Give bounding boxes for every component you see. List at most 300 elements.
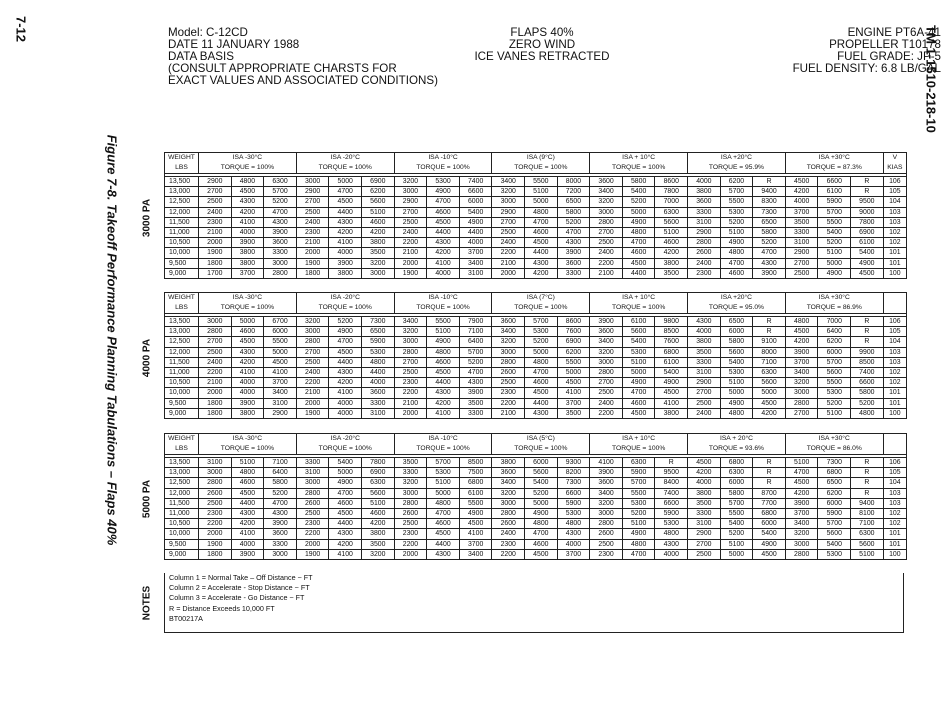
distance-cell: 2500: [785, 268, 818, 278]
distance-cell: 5400: [622, 187, 655, 197]
distance-cell: 4400: [329, 519, 362, 529]
distance-cell: 5000: [622, 207, 655, 217]
distance-cell: 3400: [590, 488, 623, 498]
table-row: [165, 498, 907, 508]
distance-cell: 4500: [459, 519, 492, 529]
distance-cell: R: [851, 337, 884, 347]
distance-cell: R: [753, 177, 786, 187]
distance-cell: 4200: [231, 357, 264, 367]
distance-cell: R: [753, 468, 786, 478]
distance-cell: 5500: [427, 317, 460, 327]
distance-cell: 3000: [199, 317, 232, 327]
distance-cell: 2600: [394, 509, 427, 519]
performance-table: [164, 292, 907, 419]
distance-cell: 2000: [394, 258, 427, 268]
distance-cell: 3900: [329, 258, 362, 268]
weight-cell: 12,500: [165, 337, 199, 347]
distance-cell: 4800: [557, 519, 590, 529]
distance-cell: 9000: [851, 207, 884, 217]
distance-cell: 5500: [720, 197, 753, 207]
weight-header: WEIGHT LBS: [165, 153, 199, 174]
distance-cell: 2700: [199, 337, 232, 347]
weight-cell: 10,000: [165, 529, 199, 539]
distance-cell: 3900: [785, 498, 818, 508]
distance-cell: 2600: [492, 368, 525, 378]
distance-cell: 8200: [557, 468, 590, 478]
distance-cell: 7100: [851, 519, 884, 529]
distance-cell: 3000: [492, 197, 525, 207]
distance-cell: 2900: [492, 207, 525, 217]
distance-cell: 4700: [622, 549, 655, 559]
distance-cell: 4300: [329, 217, 362, 227]
distance-cell: 4500: [785, 478, 818, 488]
distance-cell: 4500: [329, 509, 362, 519]
distance-cell: 3900: [231, 238, 264, 248]
distance-cell: 5600: [655, 217, 688, 227]
distance-cell: 4500: [329, 347, 362, 357]
kias-cell: 102: [883, 368, 906, 378]
kias-cell: 105: [883, 327, 906, 337]
distance-cell: 2400: [688, 408, 721, 418]
distance-cell: 4300: [557, 238, 590, 248]
distance-cell: 4300: [688, 317, 721, 327]
distance-cell: 2000: [394, 549, 427, 559]
kias-cell: 105: [883, 187, 906, 197]
distance-cell: 4100: [264, 368, 297, 378]
distance-cell: 3000: [492, 347, 525, 357]
distance-cell: 4000: [231, 539, 264, 549]
distance-cell: 5300: [557, 509, 590, 519]
distance-cell: 3900: [590, 468, 623, 478]
distance-cell: 4200: [525, 268, 558, 278]
distance-cell: 3400: [394, 317, 427, 327]
weight-cell: 11,000: [165, 228, 199, 238]
distance-cell: 4500: [753, 398, 786, 408]
distance-cell: 2500: [688, 398, 721, 408]
kias-cell: 101: [883, 248, 906, 258]
kias-cell: 102: [883, 238, 906, 248]
distance-cell: 2100: [590, 268, 623, 278]
distance-cell: 1900: [199, 539, 232, 549]
fuel-density-line: FUEL DENSITY: 6.8 LB/GAL: [792, 62, 941, 75]
distance-cell: 4400: [622, 268, 655, 278]
distance-cell: 5100: [785, 458, 818, 468]
distance-cell: 4600: [720, 268, 753, 278]
isa-column-header: ISA -20°C TORQUE = 100%: [296, 153, 394, 174]
distance-cell: 3400: [264, 388, 297, 398]
distance-cell: 4600: [231, 327, 264, 337]
distance-cell: 8600: [557, 317, 590, 327]
weight-cell: 9,000: [165, 268, 199, 278]
distance-cell: 6100: [818, 187, 851, 197]
distance-cell: 2400: [199, 207, 232, 217]
distance-cell: 4700: [329, 337, 362, 347]
distance-cell: 3200: [785, 529, 818, 539]
distance-cell: 4100: [427, 258, 460, 268]
distance-cell: 3100: [296, 468, 329, 478]
distance-cell: 2600: [590, 529, 623, 539]
pressure-altitude-label: 5000 PA: [141, 479, 153, 519]
distance-cell: 4800: [655, 529, 688, 539]
distance-cell: 6300: [720, 468, 753, 478]
distance-cell: 3100: [264, 398, 297, 408]
distance-cell: 4200: [427, 398, 460, 408]
distance-cell: 4500: [557, 378, 590, 388]
distance-cell: 5000: [525, 197, 558, 207]
weight-cell: 10,500: [165, 238, 199, 248]
table-row: [165, 357, 907, 367]
figure-caption: Figure 7-8. Takeoff Performance Planning Tabulations – Flaps 40%: [104, 134, 120, 546]
distance-cell: 2000: [199, 529, 232, 539]
distance-cell: 2100: [296, 388, 329, 398]
distance-cell: 8700: [753, 488, 786, 498]
distance-cell: 4700: [753, 248, 786, 258]
distance-cell: 4100: [655, 398, 688, 408]
distance-cell: 2700: [296, 347, 329, 357]
header-left: [168, 27, 438, 87]
distance-cell: 4400: [427, 228, 460, 238]
distance-cell: 7200: [557, 187, 590, 197]
distance-cell: 3000: [394, 187, 427, 197]
distance-cell: 4900: [427, 187, 460, 197]
distance-cell: 4900: [459, 509, 492, 519]
distance-cell: 5100: [818, 408, 851, 418]
distance-cell: 4900: [818, 268, 851, 278]
distance-cell: 6000: [818, 498, 851, 508]
distance-cell: 4500: [525, 549, 558, 559]
distance-cell: 2700: [688, 539, 721, 549]
distance-cell: 2200: [296, 378, 329, 388]
distance-cell: 6300: [622, 458, 655, 468]
distance-cell: 5500: [557, 357, 590, 367]
distance-cell: 3100: [688, 368, 721, 378]
distance-cell: 2600: [296, 498, 329, 508]
performance-table-block: [164, 433, 907, 560]
distance-cell: 4700: [264, 498, 297, 508]
weight-cell: 11,500: [165, 357, 199, 367]
distance-cell: 3900: [264, 519, 297, 529]
distance-cell: 4500: [525, 238, 558, 248]
distance-cell: 6500: [818, 478, 851, 488]
distance-cell: 4500: [427, 529, 460, 539]
kias-cell: 104: [883, 197, 906, 207]
distance-cell: 2100: [296, 238, 329, 248]
distance-cell: 4600: [622, 398, 655, 408]
pressure-altitude-label: 3000 PA: [141, 198, 153, 238]
distance-cell: 5200: [459, 357, 492, 367]
distance-cell: 5600: [362, 197, 395, 207]
table-row: [165, 478, 907, 488]
distance-cell: 2800: [492, 509, 525, 519]
distance-cell: 2900: [785, 248, 818, 258]
distance-cell: 2200: [492, 549, 525, 559]
distance-cell: 6200: [818, 488, 851, 498]
distance-cell: 4300: [557, 529, 590, 539]
distance-cell: 4800: [525, 207, 558, 217]
distance-cell: 2900: [688, 378, 721, 388]
distance-cell: 4200: [231, 519, 264, 529]
distance-cell: 6600: [851, 378, 884, 388]
distance-cell: 5400: [818, 228, 851, 238]
distance-cell: 4200: [655, 248, 688, 258]
distance-cell: 4300: [231, 347, 264, 357]
weight-cell: 10,000: [165, 388, 199, 398]
distance-cell: 4000: [231, 378, 264, 388]
weight-header: WEIGHT LBS: [165, 293, 199, 314]
distance-cell: 4500: [655, 388, 688, 398]
kias-cell: 106: [883, 458, 906, 468]
distance-cell: 2800: [688, 238, 721, 248]
distance-cell: 2400: [492, 238, 525, 248]
distance-cell: 3000: [492, 498, 525, 508]
table-row: [165, 228, 907, 238]
distance-cell: 4900: [753, 539, 786, 549]
distance-cell: 2100: [199, 228, 232, 238]
distance-cell: 4600: [655, 238, 688, 248]
distance-cell: 9300: [557, 458, 590, 468]
distance-cell: 4000: [688, 478, 721, 488]
distance-cell: 2500: [296, 207, 329, 217]
distance-cell: 3500: [459, 398, 492, 408]
distance-cell: 7100: [459, 327, 492, 337]
distance-cell: 4600: [525, 539, 558, 549]
distance-cell: 2400: [492, 529, 525, 539]
distance-cell: 3800: [655, 258, 688, 268]
distance-cell: 4400: [459, 228, 492, 238]
distance-cell: 5400: [818, 539, 851, 549]
distance-cell: 5700: [818, 207, 851, 217]
distance-cell: 4400: [231, 498, 264, 508]
distance-cell: 3000: [785, 539, 818, 549]
distance-cell: 2700: [785, 258, 818, 268]
distance-cell: 4200: [785, 187, 818, 197]
distance-cell: 5000: [329, 468, 362, 478]
distance-cell: 3100: [785, 238, 818, 248]
distance-cell: 6000: [525, 458, 558, 468]
distance-cell: 4700: [329, 187, 362, 197]
table-row: [165, 519, 907, 529]
distance-cell: R: [851, 488, 884, 498]
distance-cell: 5300: [818, 549, 851, 559]
distance-cell: 2500: [199, 498, 232, 508]
kias-cell: 101: [883, 398, 906, 408]
distance-cell: 3500: [655, 268, 688, 278]
distance-cell: 4100: [231, 529, 264, 539]
distance-cell: 1800: [199, 549, 232, 559]
distance-cell: 3000: [264, 258, 297, 268]
distance-cell: 6600: [557, 488, 590, 498]
distance-cell: 4600: [427, 357, 460, 367]
distance-cell: 5900: [557, 498, 590, 508]
distance-cell: 6300: [851, 529, 884, 539]
distance-cell: 2000: [199, 388, 232, 398]
distance-cell: 6100: [622, 317, 655, 327]
distance-cell: 3000: [296, 177, 329, 187]
table-row: [165, 509, 907, 519]
distance-cell: 4300: [329, 368, 362, 378]
distance-cell: 6600: [818, 177, 851, 187]
distance-cell: 2700: [394, 207, 427, 217]
distance-cell: 3700: [785, 509, 818, 519]
distance-cell: 5100: [525, 187, 558, 197]
distance-cell: 5100: [231, 458, 264, 468]
distance-cell: 6200: [818, 337, 851, 347]
distance-cell: 3800: [688, 337, 721, 347]
distance-cell: 7000: [655, 197, 688, 207]
distance-cell: 5300: [720, 207, 753, 217]
table-row: [165, 488, 907, 498]
distance-cell: 3100: [199, 458, 232, 468]
distance-cell: 4000: [655, 549, 688, 559]
distance-cell: 3600: [362, 388, 395, 398]
distance-cell: 4500: [231, 488, 264, 498]
distance-cell: 2500: [199, 347, 232, 357]
distance-cell: 4900: [525, 509, 558, 519]
table-row: [165, 317, 907, 327]
distance-cell: 3800: [492, 458, 525, 468]
distance-cell: 4700: [785, 468, 818, 478]
distance-cell: 5200: [818, 398, 851, 408]
distance-cell: 4700: [459, 368, 492, 378]
distance-cell: 5000: [720, 388, 753, 398]
distance-cell: 4600: [329, 498, 362, 508]
distance-cell: 5400: [655, 368, 688, 378]
distance-cell: 6900: [362, 177, 395, 187]
distance-cell: 6600: [459, 187, 492, 197]
distance-cell: 4900: [459, 217, 492, 227]
distance-cell: 4800: [231, 177, 264, 187]
distance-cell: 5200: [525, 488, 558, 498]
distance-cell: 2000: [492, 268, 525, 278]
distance-cell: 3700: [459, 539, 492, 549]
distance-cell: 5400: [622, 337, 655, 347]
kias-cell: 100: [883, 268, 906, 278]
distance-cell: 4300: [329, 529, 362, 539]
distance-cell: 3300: [688, 207, 721, 217]
model-line: Model: C-12CD: [168, 26, 248, 39]
distance-cell: 4700: [264, 207, 297, 217]
distance-cell: 2300: [296, 228, 329, 238]
table-row: [165, 468, 907, 478]
distance-cell: 7300: [362, 317, 395, 327]
distance-cell: 4900: [622, 217, 655, 227]
distance-cell: 7300: [557, 478, 590, 488]
kias-cell: 103: [883, 498, 906, 508]
distance-cell: 4200: [231, 207, 264, 217]
distance-cell: 3700: [785, 357, 818, 367]
distance-cell: 2500: [688, 549, 721, 559]
distance-cell: 7300: [818, 458, 851, 468]
distance-cell: 5200: [329, 317, 362, 327]
distance-cell: 2200: [394, 388, 427, 398]
distance-cell: 3300: [394, 468, 427, 478]
distance-cell: 5000: [525, 498, 558, 508]
distance-cell: 2500: [296, 357, 329, 367]
distance-cell: 4300: [264, 217, 297, 227]
distance-cell: 4300: [655, 539, 688, 549]
distance-cell: 4000: [688, 177, 721, 187]
isa-column-header: ISA -10°C TORQUE = 100%: [394, 434, 492, 455]
distance-cell: 3500: [785, 217, 818, 227]
distance-cell: 4600: [427, 519, 460, 529]
kias-header: [883, 293, 906, 314]
distance-cell: 4600: [427, 207, 460, 217]
distance-cell: 5000: [557, 368, 590, 378]
distance-cell: 5200: [851, 398, 884, 408]
distance-cell: 7000: [818, 317, 851, 327]
distance-cell: 8300: [753, 197, 786, 207]
consult-line: (CONSULT APPROPRIATE CHARSTS FOR: [168, 62, 397, 75]
date-line: DATE 11 JANUARY 1988: [168, 38, 300, 51]
distance-cell: 4900: [851, 258, 884, 268]
distance-cell: 3600: [264, 529, 297, 539]
distance-cell: 5400: [525, 478, 558, 488]
table-header-row: [165, 153, 907, 174]
distance-cell: 6500: [720, 317, 753, 327]
distance-cell: 5100: [427, 478, 460, 488]
distance-cell: 7800: [851, 217, 884, 227]
distance-cell: 4200: [329, 539, 362, 549]
distance-cell: 5600: [753, 378, 786, 388]
distance-cell: 5200: [622, 509, 655, 519]
distance-cell: 2900: [394, 197, 427, 207]
distance-cell: 7900: [459, 317, 492, 327]
distance-cell: 4700: [427, 509, 460, 519]
distance-cell: 5900: [362, 337, 395, 347]
distance-cell: 4000: [231, 388, 264, 398]
distance-cell: 4000: [362, 378, 395, 388]
table-row: [165, 388, 907, 398]
distance-cell: 3200: [785, 378, 818, 388]
distance-cell: 4300: [525, 258, 558, 268]
distance-cell: R: [851, 468, 884, 478]
distance-cell: 5300: [427, 177, 460, 187]
distance-cell: 2300: [492, 388, 525, 398]
flaps-line: FLAPS 40%: [510, 26, 574, 39]
distance-cell: 3500: [688, 347, 721, 357]
distance-cell: 6800: [459, 478, 492, 488]
distance-cell: 3000: [264, 549, 297, 559]
distance-cell: 4500: [622, 408, 655, 418]
distance-cell: 4300: [427, 238, 460, 248]
distance-cell: 6400: [818, 327, 851, 337]
distance-cell: R: [753, 458, 786, 468]
distance-cell: 4200: [785, 488, 818, 498]
distance-cell: 4100: [329, 388, 362, 398]
distance-cell: 6500: [557, 197, 590, 207]
kias-cell: 106: [883, 317, 906, 327]
distance-cell: 3300: [459, 408, 492, 418]
distance-cell: 2000: [296, 539, 329, 549]
distance-cell: 3000: [394, 488, 427, 498]
distance-cell: 2300: [688, 268, 721, 278]
table-row: [165, 207, 907, 217]
distance-cell: 3800: [329, 268, 362, 278]
distance-cell: 4700: [622, 388, 655, 398]
kias-cell: 101: [883, 529, 906, 539]
distance-cell: 5600: [622, 327, 655, 337]
table-row: [165, 378, 907, 388]
distance-cell: 4500: [427, 368, 460, 378]
table-row: [165, 539, 907, 549]
distance-cell: 5100: [622, 519, 655, 529]
distance-cell: 3600: [492, 468, 525, 478]
distance-cell: 9900: [851, 347, 884, 357]
distance-cell: 2200: [199, 368, 232, 378]
data-basis-line: DATA BASIS: [168, 50, 234, 63]
distance-cell: 4600: [231, 478, 264, 488]
distance-cell: 4000: [785, 197, 818, 207]
